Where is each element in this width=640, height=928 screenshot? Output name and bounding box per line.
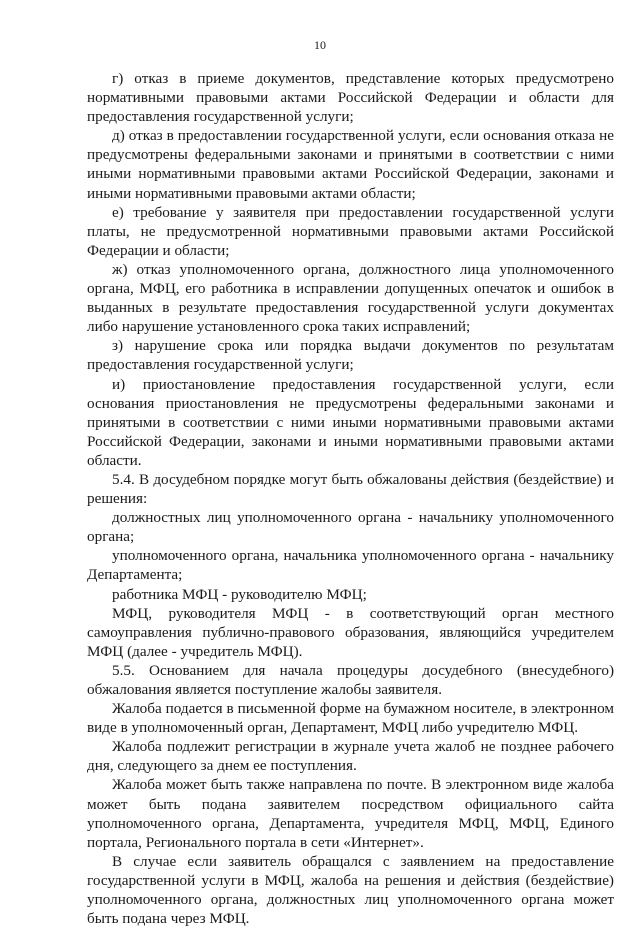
page-number: 10 — [314, 38, 326, 52]
document-body — [87, 69, 614, 928]
paragraph-complaint-form: Жалоба подается в письменной форме на бумажном носителе, в электронном виде в уполномоченный орган, Департамент, МФЦ либо учредителю МФЦ. — [87, 700, 614, 737]
paragraph-complaint-mail: Жалоба может быть также направлена по почте. В электронном виде жалоба может быть подана заявителем посредством официального сайта уполномоченного органа, Департамента, учредителя МФЦ, МФЦ, Единого портала, Регионального портала в сети «Интернет». — [87, 776, 614, 851]
paragraph-section-5-5: 5.5. Основанием для начала процедуры досудебного (внесудебного) обжалования является поступление жалобы заявителя. — [87, 661, 614, 698]
paragraph-item-d: д) отказ в предоставлении государственной услуги, если основания отказа не предусмотрены федеральными законами и принятыми в соответствии с ними иными нормативными правовыми актами Российской Федерации, законами и иными нормативными правовыми актами области; — [87, 127, 614, 202]
paragraph-item-e: е) требование у заявителя при предоставлении государственной услуги платы, не предусмотренной нормативными правовыми актами Российской Федерации и области; — [87, 203, 614, 259]
paragraph-item-i: и) приостановление предоставления государственной услуги, если основания приостановления не предусмотрены федеральными законами и принятыми в соответствии с ними иными нормативными правовыми актами Российской Федерации, законами и иными нормативными правовыми актами области. — [87, 375, 614, 469]
paragraph-complaint-via-mfc: В случае если заявитель обращался с заявлением на предоставление государственной услуги в МФЦ, жалоба на решения и действия (бездействие) уполномоченного органа, должностных лиц уполномоченного органа может быть подана через МФЦ. — [87, 852, 614, 928]
paragraph-officials: должностных лиц уполномоченного органа - начальнику уполномоченного органа; — [87, 509, 614, 546]
paragraph-mfc: МФЦ, руководителя МФЦ - в соответствующий орган местного самоуправления публично-правового образования, являющийся учредителем МФЦ (далее - учредитель МФЦ). — [87, 604, 614, 660]
paragraph-item-z: з) нарушение срока или порядка выдачи документов по результатам предоставления государственной услуги; — [87, 337, 614, 374]
paragraph-section-5-4: 5.4. В досудебном порядке могут быть обжалованы действия (бездействие) и решения: — [87, 470, 614, 508]
paragraph-item-zh: ж) отказ уполномоченного органа, должностного лица уполномоченного органа, МФЦ, его работника в исправлении допущенных опечаток и ошибок в выданных в результате предоставления государственной услуги документах либо нарушение установленного срока таких исправлений; — [87, 260, 614, 336]
paragraph-authority: уполномоченного органа, начальника уполномоченного органа - начальнику Департамента; — [87, 547, 614, 584]
paragraph-mfc-worker: работника МФЦ - руководителю МФЦ; — [112, 585, 367, 603]
paragraph-item-g: г) отказ в приеме документов, представление которых предусмотрено нормативными правовыми актами Российской Федерации и области для предоставления государственной услуги; — [87, 70, 614, 126]
paragraph-complaint-registration: Жалоба подлежит регистрации в журнале учета жалоб не позднее рабочего дня, следующего за днем ее поступления. — [87, 738, 614, 775]
